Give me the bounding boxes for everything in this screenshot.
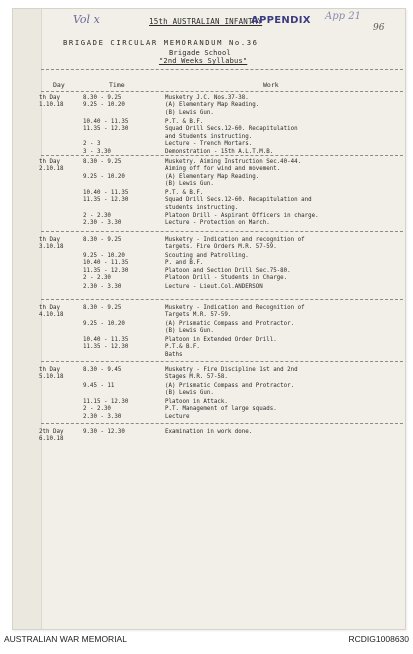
time-slot: 11.15 - 12.30 <box>83 399 129 405</box>
work-line: P.T. & B.F. <box>165 190 204 196</box>
time-slot: 3 - 3.30 <box>83 148 111 155</box>
work-line: Lecture <box>165 413 190 420</box>
work-line: (A) Prismatic Compass and Protractor. <box>165 383 295 389</box>
work-line: P.T. & B.F. <box>165 119 204 125</box>
work-line: Musketry - Indication and Recognition of <box>165 305 305 311</box>
work-line: Musketry. Aiming Instruction Sec.40-44. <box>165 159 302 165</box>
work-line: targets. Fire Orders M.R. 57-59. <box>165 244 277 251</box>
day-date: 3.10.18 <box>39 244 64 251</box>
appendix-stamp: APPENDIX <box>251 15 311 26</box>
time-slot: 9.45 - 11 <box>83 383 115 389</box>
col-day: Day <box>53 81 65 89</box>
time-slot: 10.40 - 11.35 <box>83 190 129 196</box>
work-line: and Students instructing. <box>165 133 253 140</box>
time-slot: 11.35 - 12.30 <box>83 344 129 351</box>
unit-title: 15th AUSTRALIAN INFANTRY <box>149 17 263 26</box>
time-slot: 2 - 2.30 <box>83 275 111 282</box>
day-date: 5.10.18 <box>39 374 64 381</box>
work-line: Examination in work done. <box>165 429 253 435</box>
work-line: (A) Elementary Map Reading. <box>165 102 260 109</box>
col-work: Work <box>263 81 279 89</box>
work-line: students instructing. <box>165 204 239 211</box>
day-rule <box>41 299 403 300</box>
time-slot: 8.30 - 9.45 <box>83 367 122 373</box>
work-line: Platoon Drill - Students in Charge. <box>165 275 288 282</box>
time-slot: 2.30 - 3.30 <box>83 284 122 290</box>
memo-title: BRIGADE CIRCULAR MEMORANDUM No.36 <box>63 38 259 47</box>
time-slot: 8.30 - 9.25 <box>83 305 122 311</box>
syllabus-title: "2nd Weeks Syllabus" <box>159 57 248 65</box>
time-slot: 8.30 - 9.25 <box>83 159 122 165</box>
work-line: Lecture - Protection on March. <box>165 220 270 227</box>
time-slot: 2 - 3 <box>83 141 101 148</box>
day-rule <box>41 155 403 156</box>
work-line: P.T.& B.F. <box>165 344 200 351</box>
day-label: th Day <box>39 159 60 165</box>
day-rule <box>41 361 403 362</box>
time-slot: 9.25 - 10.20 <box>83 253 125 259</box>
work-line: (B) Lewis Gun. <box>165 328 214 335</box>
work-line: (A) Elementary Map Reading. <box>165 173 260 180</box>
archive-credit: AUSTRALIAN WAR MEMORIAL <box>4 634 127 644</box>
page-number: 96 <box>373 23 385 33</box>
work-line: Platoon in Attack. <box>165 399 228 405</box>
work-line: P. and B.F. <box>165 260 204 267</box>
work-line: Squad Drill Secs.12-60. Recapitulation <box>165 126 298 133</box>
work-line: Lecture - Lieut.Col.ANDERSON <box>165 284 263 290</box>
day-date: 4.10.18 <box>39 312 64 319</box>
time-slot: 10.40 - 11.35 <box>83 337 129 343</box>
day-label: th Day <box>39 95 60 101</box>
time-slot: 11.35 - 12.30 <box>83 126 129 133</box>
day-date: 1.10.18 <box>39 102 64 109</box>
school-name: Brigade School <box>169 49 231 57</box>
day-date: 2.10.18 <box>39 166 64 173</box>
time-slot: 9.25 - 10.20 <box>83 173 125 180</box>
handwritten-volume: Vol x <box>73 13 100 26</box>
work-line: Stages M.R. 57-58. <box>165 374 228 381</box>
work-line: Scouting and Patrolling. <box>165 253 249 259</box>
document-page <box>12 8 406 630</box>
work-line: Platoon and Section Drill Sec.75-80. <box>165 267 291 274</box>
work-line: Aiming off for wind and movement. <box>165 166 281 173</box>
work-line: (B) Lewis Gun. <box>165 181 214 188</box>
page-fold <box>13 9 42 629</box>
day-rule <box>41 423 403 424</box>
day-label: th Day <box>39 367 60 373</box>
time-slot: 2 - 2.30 <box>83 213 111 219</box>
work-line: Demonstration - 15th A.L.T.M.B. <box>165 148 274 155</box>
time-slot: 8.30 - 9.25 <box>83 237 122 243</box>
day-label: th Day <box>39 237 60 243</box>
work-line: (B) Lewis Gun. <box>165 390 214 397</box>
time-slot: 2 - 2.30 <box>83 406 111 413</box>
header-rule <box>41 69 403 70</box>
time-slot: 10.40 - 11.35 <box>83 119 129 125</box>
time-slot: 2.30 - 3.30 <box>83 413 122 420</box>
handwritten-appendix-ref: App 21 <box>325 11 361 22</box>
archive-id: RCDIG1008630 <box>348 634 409 644</box>
colhead-rule <box>41 91 403 92</box>
col-time: Time <box>109 81 125 89</box>
work-line: (B) Lewis Gun. <box>165 109 214 116</box>
day-label: 2th Day <box>39 429 64 435</box>
day-label: th Day <box>39 305 60 311</box>
work-line: (A) Prismatic Compass and Protractor. <box>165 321 295 327</box>
work-line: Musketry - Indication and recognition of <box>165 237 305 243</box>
time-slot: 2.30 - 3.30 <box>83 220 122 227</box>
work-line: Lecture - Trench Mortars. <box>165 141 253 148</box>
time-slot: 9.25 - 10.20 <box>83 102 125 109</box>
work-line: Platoon Drill - Aspirant Officers in charge. <box>165 213 319 219</box>
work-line: Baths <box>165 351 183 358</box>
work-line: Squad Drill Secs.12-60. Recapitulation and <box>165 197 312 204</box>
work-line: Musketry - Fire Discipline 1st and 2nd <box>165 367 298 373</box>
time-slot: 11.35 - 12.30 <box>83 267 129 274</box>
work-line: P.T. Management of large squads. <box>165 406 277 413</box>
time-slot: 9.30 - 12.30 <box>83 429 125 435</box>
work-line: Musketry J.C. Nos.37-38. <box>165 95 249 101</box>
time-slot: 10.40 - 11.35 <box>83 260 129 267</box>
work-line: Platoon in Extended Order Drill. <box>165 337 277 343</box>
time-slot: 8.30 - 9.25 <box>83 95 122 101</box>
time-slot: 11.35 - 12.30 <box>83 197 129 204</box>
day-rule <box>41 231 403 232</box>
time-slot: 9.25 - 10.20 <box>83 321 125 327</box>
work-line: Targets M.R. 57-59. <box>165 312 232 319</box>
day-date: 6.10.18 <box>39 436 64 443</box>
